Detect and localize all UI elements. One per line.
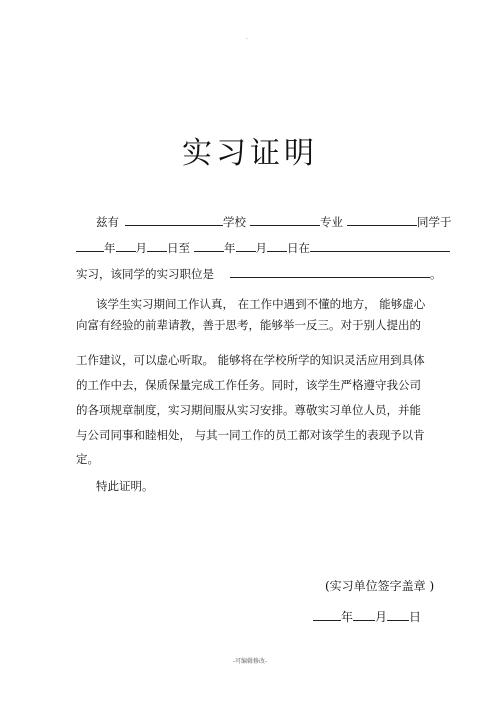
line1-suffix: 同学于: [417, 215, 452, 229]
body-line-3: 工作建议，可以虚心听取。 能够将在学校所学的知识灵活应用到具体: [76, 353, 425, 367]
sign-day-label: 日: [409, 610, 422, 624]
end-day-label: 日在: [287, 241, 310, 255]
body-line-4: 的工作中去，保质保量完成工作任务。同时，该学生严格遵守我公司: [76, 378, 421, 392]
start-day-label: 日至: [167, 241, 190, 255]
page-title: 实习证明: [182, 136, 318, 171]
sign-year-blank[interactable]: [313, 609, 341, 621]
end-year-label: 年: [224, 241, 236, 255]
body-line-7: 定。: [76, 452, 99, 466]
position-blank[interactable]: [230, 266, 430, 278]
start-year-blank[interactable]: [76, 240, 104, 252]
sign-month-blank[interactable]: [353, 609, 375, 621]
major-blank[interactable]: [347, 214, 417, 226]
school-blank[interactable]: [250, 214, 320, 226]
line3-text: 实习，该同学的实习职位是: [76, 267, 214, 281]
start-month-label: 月: [135, 241, 147, 255]
seal-label: (实习单位签字盖章 ): [325, 579, 435, 593]
line1-school: 学校: [223, 215, 246, 229]
line-3: [76, 266, 442, 281]
sign-year-label: 年: [341, 610, 354, 624]
body-line-6: 与公司同事和睦相处， 与其一同工作的员工都对该学生的表现予以肯: [76, 428, 425, 442]
header-mark: .: [246, 34, 248, 41]
start-year-label: 年: [104, 241, 116, 255]
line-1: [96, 214, 452, 229]
company-blank[interactable]: [310, 240, 450, 252]
name-blank[interactable]: [125, 214, 223, 226]
body-line-5: 的各项规章制度，实习期间服从实习安排。尊敬实习单位人员，并能: [76, 403, 421, 417]
body-line-2: 向富有经验的前辈请教，善于思考，能够举一反三。对于别人提出的: [76, 318, 421, 332]
line3-end: 。: [430, 267, 442, 281]
sign-day-blank[interactable]: [387, 609, 409, 621]
end-year-blank[interactable]: [194, 240, 224, 252]
end-month-label: 月: [255, 241, 267, 255]
body-line-1: 该学生实习期间工作认真， 在工作中遇到不懂的地方， 能够虚心: [96, 297, 426, 311]
line-2: [76, 240, 450, 255]
closing-text: 特此证明。: [96, 479, 154, 493]
start-day-blank[interactable]: [147, 240, 167, 252]
line1-prefix: 兹有: [96, 215, 119, 229]
page-footer: -可编辑修改-: [232, 658, 268, 665]
line1-major: 专业: [320, 215, 343, 229]
sign-month-label: 月: [375, 610, 388, 624]
end-day-blank[interactable]: [267, 240, 287, 252]
end-month-blank[interactable]: [236, 240, 256, 252]
start-month-blank[interactable]: [116, 240, 136, 252]
signature-date: [313, 608, 421, 625]
